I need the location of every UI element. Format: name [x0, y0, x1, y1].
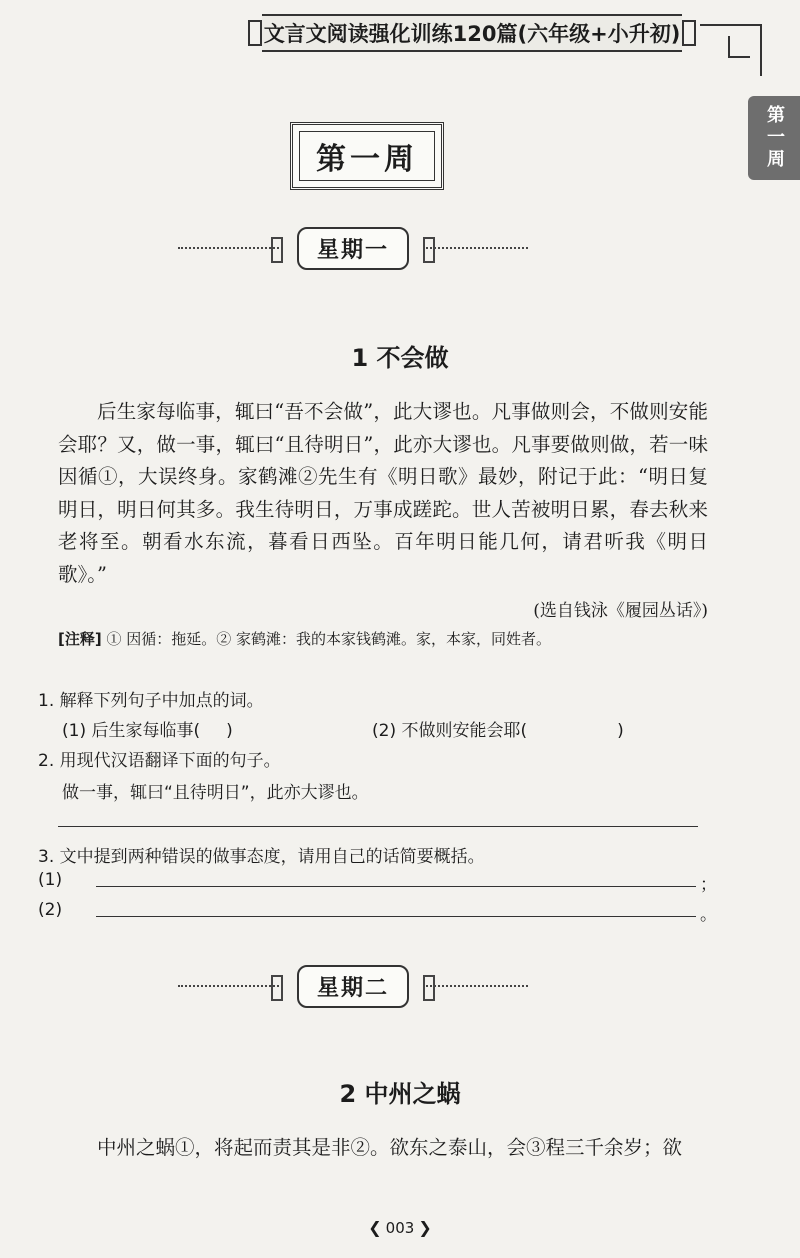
question-1: 1. 解释下列句子中加点的词。 [38, 691, 264, 711]
chevron-left-icon: ❮ [368, 1218, 382, 1237]
day-label: 星期一 [297, 227, 409, 270]
side-tab [748, 96, 800, 180]
question-2-sentence: 做一事，辄曰“且待明日”，此亦大谬也。 [62, 783, 369, 803]
lesson-paragraph: 中州之蜗①，将起而责其是非②。欲东之泰山，会③程三千余岁；欲 [97, 1136, 683, 1159]
source-citation: (选自钱泳《履园丛话》) [533, 601, 708, 621]
question-1-sub-b: (2) 不做则安能会耶( ) [372, 721, 624, 741]
answer-line[interactable] [58, 826, 698, 827]
question-2: 2. 用现代汉语翻译下面的句子。 [38, 751, 281, 771]
lesson-paragraph: 后生家每临事，辄曰“吾不会做”，此大谬也。凡事做则会，不做则安能会耶？又，做一事，辄曰“且待明日”，此亦大谬也。凡事要做则做，若一味因循①，大误终身。家鹤滩②先生有《明日歌》最妙，附记于此：“明日复明日，明日何其多。我生待明日，万事成蹉跎。世人苦被明日累，春去秋来老将至。朝看水东流，暮看日西坠。百年明日能几何，请君听我《明日歌》。” [58, 400, 708, 586]
side-tab-label: 第一周 [764, 105, 785, 171]
answer-line[interactable] [96, 916, 696, 917]
week-title: 第一周 [316, 142, 418, 177]
day-label: 星期二 [297, 965, 409, 1008]
line-end: 。 [700, 905, 717, 925]
book-header [262, 14, 682, 52]
day-header-1 [178, 226, 528, 270]
page-number: ❮ 003 ❯ [368, 1218, 432, 1237]
notes-text: ① 因循：拖延。② 家鹤滩：我的本家钱鹤滩。家，本家，同姓者。 [106, 630, 552, 648]
book-title: 文言文阅读强化训练120篇(六年级+小升初) [263, 22, 681, 46]
corner-decoration [700, 24, 762, 76]
question-1-sub-a: (1) 后生家每临事( ) [62, 721, 233, 741]
line-end: ； [700, 875, 717, 895]
question-3: 3. 文中提到两种错误的做事态度，请用自己的话简要概括。 [38, 847, 485, 867]
blank-label-1: (1) [38, 870, 63, 890]
lesson-title: 1 不会做 [351, 344, 449, 372]
answer-line[interactable] [96, 886, 696, 887]
day-header-2 [178, 964, 528, 1008]
lesson-title: 2 中州之蜗 [339, 1080, 461, 1108]
week-banner [290, 122, 444, 190]
notes-label: [注释] [58, 630, 102, 648]
chevron-right-icon: ❯ [418, 1218, 432, 1237]
blank-label-2: (2) [38, 900, 63, 920]
notes [58, 628, 718, 649]
